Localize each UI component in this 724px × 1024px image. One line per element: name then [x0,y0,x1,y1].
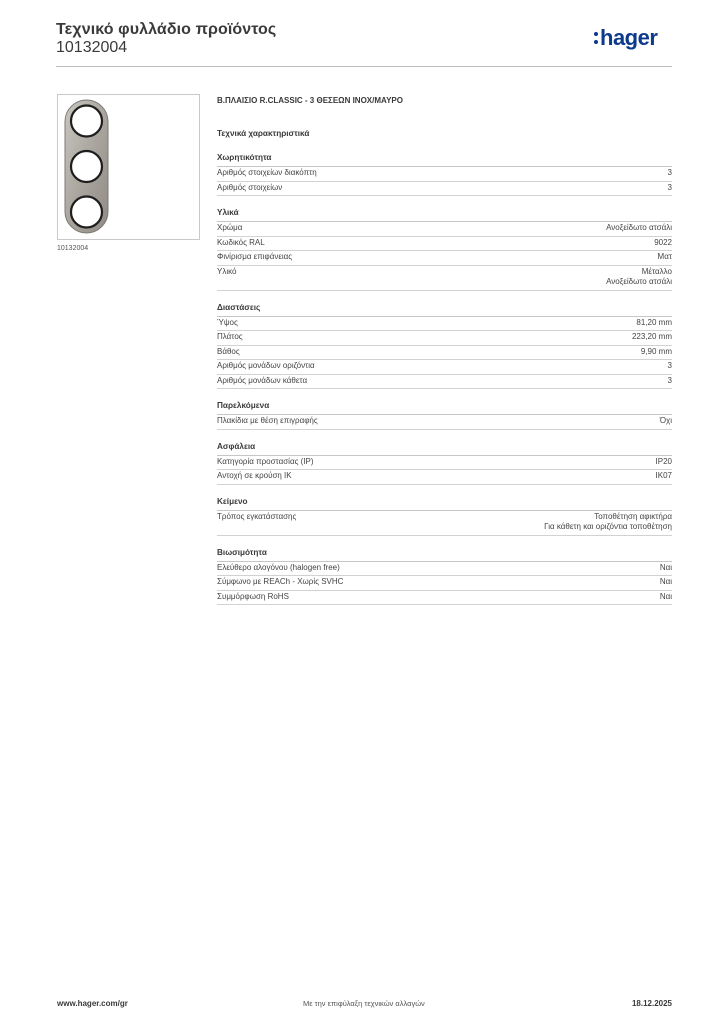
tech-heading: Τεχνικά χαρακτηριστικά [217,129,310,138]
spec-value-line: 9022 [654,237,672,247]
spec-value [656,471,672,482]
spec-value [668,376,672,387]
spec-value [632,332,672,343]
spec-value [544,512,672,533]
spec-group [217,153,672,196]
spec-row [217,182,672,197]
spec-label: Κατηγορία προστασίας (IP) [217,456,314,466]
spec-row [217,360,672,375]
spec-label: Αριθμός μονάδων οριζόντια [217,361,315,370]
group-title: Κείμενο [217,497,672,511]
spec-groups [217,153,672,605]
product-image [57,94,200,240]
spec-label: Τρόπος εγκατάστασης [217,511,297,521]
product-code: 10132004 [56,39,128,56]
spec-label: Πλάτος [217,332,243,341]
spec-value-line: Μέταλλο [641,266,672,276]
spec-value [606,267,672,288]
spec-label: Ελεύθερο αλογόνου (halogen free) [217,562,340,572]
spec-row [217,266,672,291]
spec-label: Αντοχή σε κρούση IK [217,471,292,480]
spec-label: Συμμόρφωση RoHS [217,591,289,601]
spec-value-line: 3 [667,375,672,385]
spec-value-line: 9,90 mm [640,346,672,356]
spec-value-line: 81,20 mm [636,317,672,327]
spec-value [660,577,672,588]
group-title: Υλικά [217,208,672,222]
spec-value [660,592,672,603]
spec-value-line: Όχι [659,416,672,425]
triple-round-frame-icon [58,95,199,239]
spec-value [668,168,672,179]
spec-group [217,303,672,390]
spec-label: Πλακίδια με θέση επιγραφής [217,416,318,425]
spec-value-line: 3 [667,361,672,370]
spec-value [636,318,672,329]
spec-label: Σύμφωνο με REACh - Χωρίς SVHC [217,577,344,586]
spec-row [217,237,672,252]
spec-group [217,442,672,485]
spec-row [217,317,672,332]
hager-logo [594,27,657,49]
spec-value [660,563,672,574]
footer-note: Με την επιφύλαξη τεχνικών αλλαγών [303,999,425,1008]
spec-label: Κωδικός RAL [217,237,265,247]
spec-group [217,548,672,606]
spec-value-line: 3 [667,182,672,192]
spec-value [641,347,672,358]
spec-row [217,331,672,346]
spec-value [658,252,672,263]
spec-row [217,346,672,361]
logo-text: hager [600,25,658,50]
spec-row [217,562,672,577]
spec-value [668,183,672,194]
group-title: Βιωσιμότητα [217,548,672,562]
spec-value [656,457,672,468]
spec-value-line: Τοποθέτηση αφικτήρα [594,511,672,521]
footer-website[interactable]: www.hager.com/gr [57,999,128,1008]
group-title: Παρελκόμενα [217,401,672,415]
spec-row [217,470,672,485]
product-name: Β.ΠΛΑΙΣΙΟ R.CLASSIC - 3 ΘΕΣΕΩΝ INOX/ΜΑΥΡΟ [217,96,403,105]
spec-label: Υλικό [217,266,237,276]
spec-label: Βάθος [217,346,240,356]
spec-label: Φινίρισμα επιφάνειας [217,252,293,261]
spec-value-line: Ανοξείδωτο ατσάλι [606,277,672,286]
spec-label: Αριθμός στοιχείων διακόπτη [217,168,317,177]
spec-value-line: Ναι [659,577,672,586]
image-caption: 10132004 [57,245,89,252]
spec-value-line: 3 [667,168,672,177]
spec-value [654,238,672,249]
spec-value-line: 223,20 mm [631,332,672,341]
spec-value-line: Ναι [659,591,672,601]
spec-row [217,375,672,390]
header-divider [56,66,672,67]
spec-value-line: Για κάθετη και οριζόντια τοποθέτηση [544,522,672,531]
spec-row [217,591,672,606]
footer-date: 18.12.2025 [631,999,672,1008]
spec-row [217,251,672,266]
spec-group [217,208,672,291]
spec-row [217,511,672,536]
group-title: Ασφάλεια [217,442,672,456]
spec-row [217,456,672,471]
spec-value-line: IK07 [655,471,672,480]
spec-value-line: Ναι [659,562,672,572]
spec-value-line: Ανοξείδωτο ατσάλι [606,223,672,232]
spec-label: Ύψος [217,317,238,327]
spec-value [660,416,672,427]
spec-content [217,96,672,617]
spec-label: Αριθμός στοιχείων [217,182,283,192]
group-title: Χωρητικότητα [217,153,672,167]
spec-row [217,167,672,182]
spec-label: Χρώμα [217,223,243,232]
logo-dots-icon [594,27,599,47]
spec-row [217,415,672,430]
spec-value [668,361,672,372]
spec-group [217,497,672,536]
spec-value-line: IP20 [655,456,672,466]
spec-value-line: Ματ [657,252,672,261]
spec-group [217,401,672,430]
group-title: Διαστάσεις [217,303,672,317]
document-title: Τεχνικό φυλλάδιο προϊόντος [56,21,277,38]
spec-value [606,223,672,234]
spec-row [217,576,672,591]
spec-row [217,222,672,237]
spec-label: Αριθμός μονάδων κάθετα [217,375,308,385]
